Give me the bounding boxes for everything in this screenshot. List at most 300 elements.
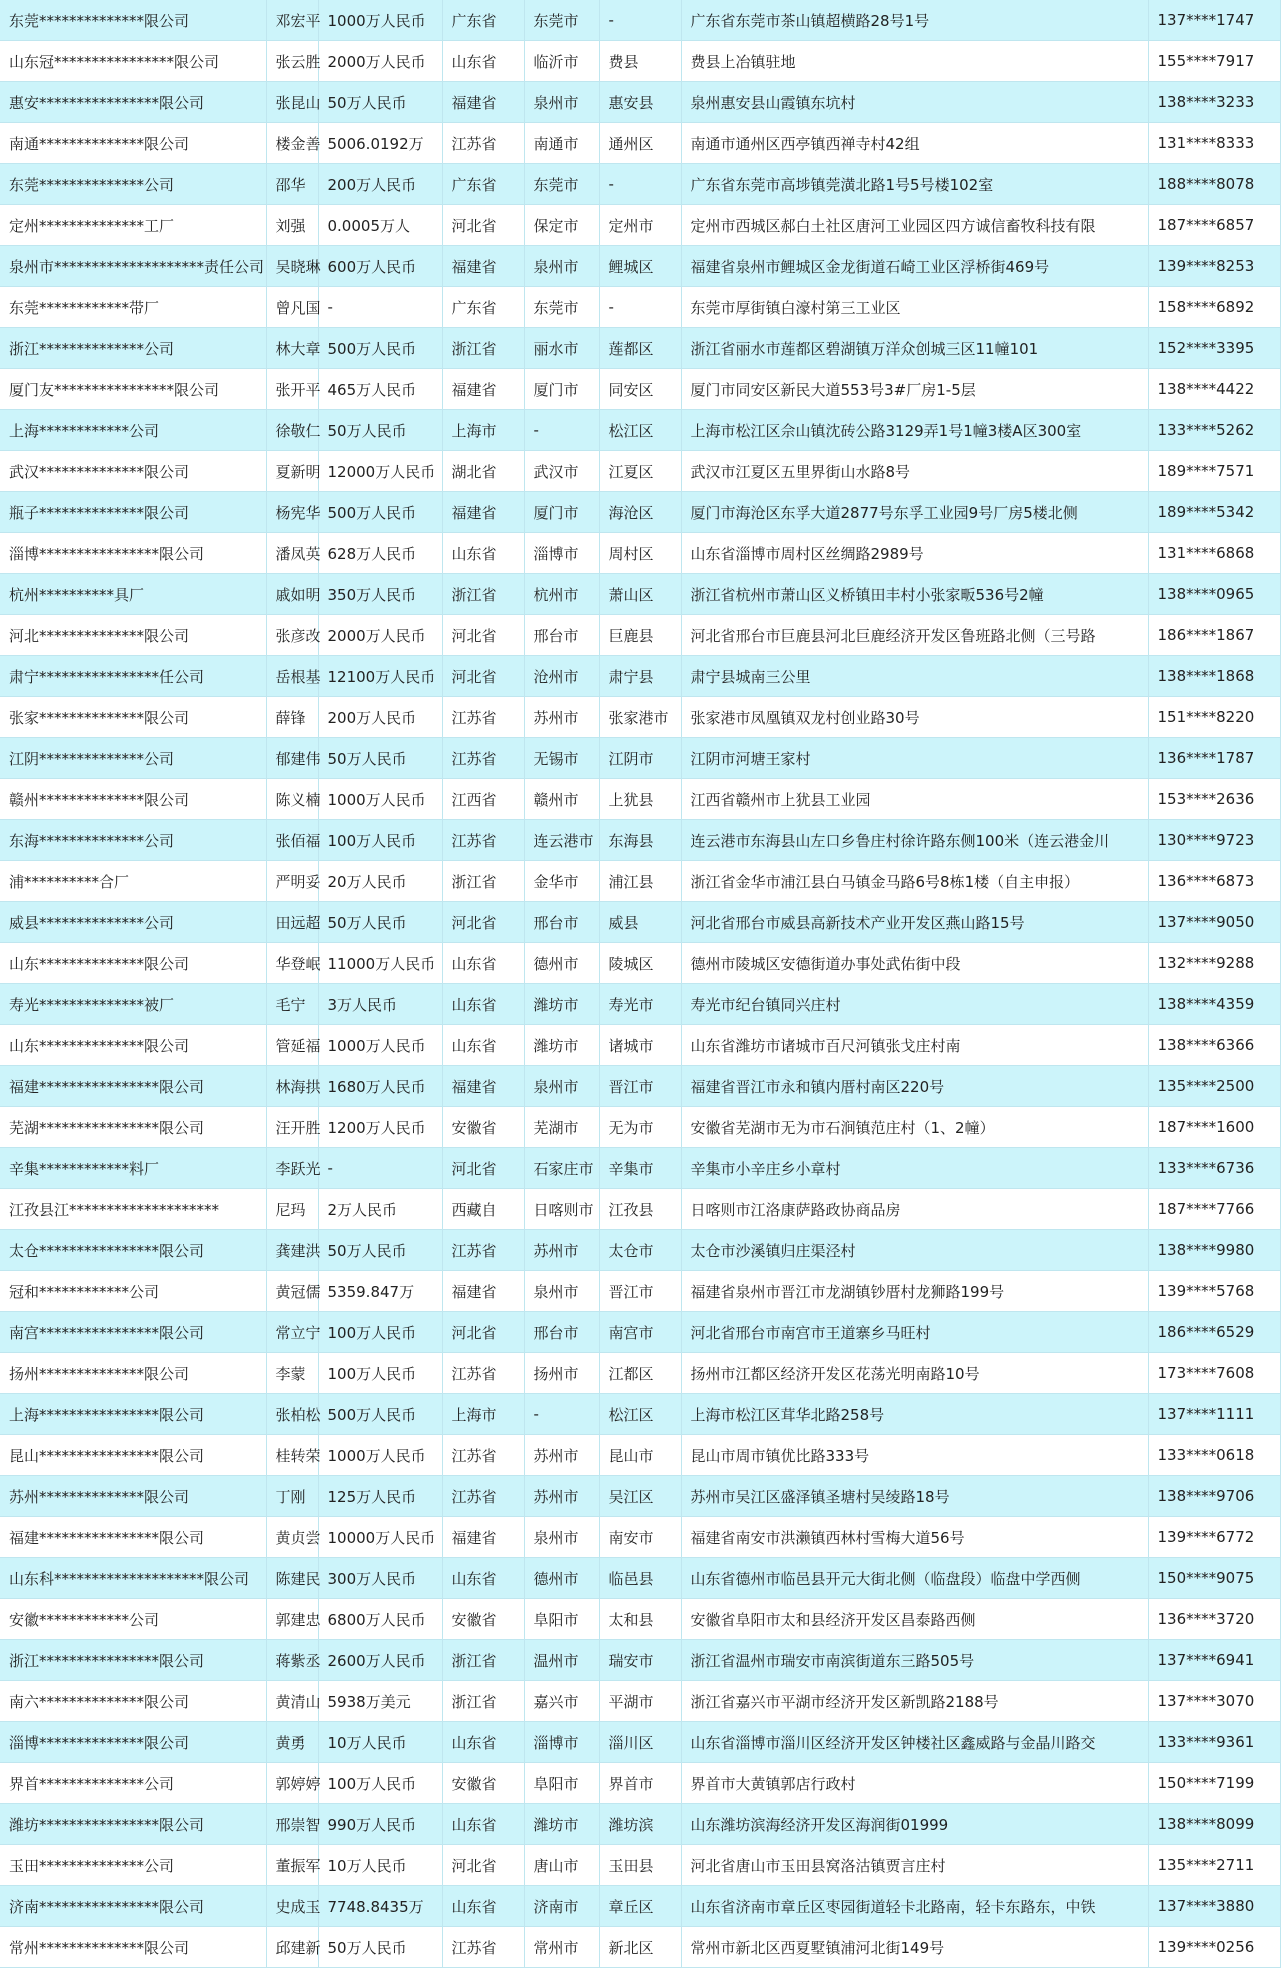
- city-cell: 芜湖市: [524, 1107, 599, 1148]
- company-cell: 惠安****************限公司: [0, 82, 266, 123]
- capital-cell: 11000万人民币: [318, 943, 442, 984]
- province-cell: 福建省: [442, 1271, 524, 1312]
- legal-rep-cell: 严明妥: [266, 861, 318, 902]
- legal-rep-cell: 邵华: [266, 164, 318, 205]
- city-cell: 沧州市: [524, 656, 599, 697]
- phone-cell: 136****1787: [1148, 738, 1280, 779]
- table-row: [0, 984, 1280, 1025]
- capital-cell: 1680万人民币: [318, 1066, 442, 1107]
- table-row: [0, 656, 1280, 697]
- address-cell: 浙江省杭州市萧山区义桥镇田丰村小张家畈536号2幢: [681, 574, 1148, 615]
- district-cell: 新北区: [599, 1927, 681, 1968]
- table-row: [0, 533, 1280, 574]
- legal-rep-cell: 丁刚: [266, 1476, 318, 1517]
- legal-rep-cell: 夏新明: [266, 451, 318, 492]
- capital-cell: 6800万人民币: [318, 1599, 442, 1640]
- province-cell: 江苏省: [442, 1435, 524, 1476]
- legal-rep-cell: 郭婷婷: [266, 1763, 318, 1804]
- capital-cell: 500万人民币: [318, 328, 442, 369]
- legal-rep-cell: 张开平: [266, 369, 318, 410]
- legal-rep-cell: 楼金善: [266, 123, 318, 164]
- capital-cell: 600万人民币: [318, 246, 442, 287]
- phone-cell: 133****0618: [1148, 1435, 1280, 1476]
- capital-cell: 628万人民币: [318, 533, 442, 574]
- capital-cell: 50万人民币: [318, 410, 442, 451]
- capital-cell: 3万人民币: [318, 984, 442, 1025]
- table-row: [0, 1230, 1280, 1271]
- city-cell: 济南市: [524, 1886, 599, 1927]
- district-cell: 同安区: [599, 369, 681, 410]
- district-cell: 张家港市: [599, 697, 681, 738]
- district-cell: 瑞安市: [599, 1640, 681, 1681]
- legal-rep-cell: 田远超: [266, 902, 318, 943]
- district-cell: 太仓市: [599, 1230, 681, 1271]
- legal-rep-cell: 邢崇智: [266, 1804, 318, 1845]
- table-row: [0, 1558, 1280, 1599]
- company-cell: 泉州市********************责任公司: [0, 246, 266, 287]
- district-cell: 巨鹿县: [599, 615, 681, 656]
- company-cell: 芜湖****************限公司: [0, 1107, 266, 1148]
- table-row: [0, 1927, 1280, 1968]
- city-cell: 保定市: [524, 205, 599, 246]
- province-cell: 福建省: [442, 82, 524, 123]
- city-cell: 常州市: [524, 1927, 599, 1968]
- legal-rep-cell: 郁建伟: [266, 738, 318, 779]
- table-row: [0, 1845, 1280, 1886]
- capital-cell: -: [318, 1148, 442, 1189]
- phone-cell: 136****6873: [1148, 861, 1280, 902]
- province-cell: 河北省: [442, 1845, 524, 1886]
- phone-cell: 135****2711: [1148, 1845, 1280, 1886]
- company-cell: 扬州**************限公司: [0, 1353, 266, 1394]
- capital-cell: 50万人民币: [318, 1927, 442, 1968]
- city-cell: 泉州市: [524, 82, 599, 123]
- phone-cell: 155****7917: [1148, 41, 1280, 82]
- capital-cell: 300万人民币: [318, 1558, 442, 1599]
- district-cell: 费县: [599, 41, 681, 82]
- company-cell: 淄博****************限公司: [0, 533, 266, 574]
- table-row: [0, 1599, 1280, 1640]
- table-row: [0, 1804, 1280, 1845]
- city-cell: 石家庄市: [524, 1148, 599, 1189]
- company-cell: 肃宁****************任公司: [0, 656, 266, 697]
- capital-cell: 10万人民币: [318, 1722, 442, 1763]
- legal-rep-cell: 李蒙: [266, 1353, 318, 1394]
- address-cell: 上海市松江区茸华北路258号: [681, 1394, 1148, 1435]
- legal-rep-cell: 管延福: [266, 1025, 318, 1066]
- address-cell: 上海市松江区佘山镇沈砖公路3129弄1号1幢3楼A区300室: [681, 410, 1148, 451]
- address-cell: 厦门市海沧区东孚大道2877号东孚工业园9号厂房5楼北侧: [681, 492, 1148, 533]
- province-cell: 上海市: [442, 1394, 524, 1435]
- company-cell: 河北**************限公司: [0, 615, 266, 656]
- table-row: [0, 123, 1280, 164]
- table-row: [0, 246, 1280, 287]
- phone-cell: 137****6941: [1148, 1640, 1280, 1681]
- phone-cell: 138****4359: [1148, 984, 1280, 1025]
- district-cell: 章丘区: [599, 1886, 681, 1927]
- city-cell: 武汉市: [524, 451, 599, 492]
- province-cell: 江苏省: [442, 1476, 524, 1517]
- table-row: [0, 410, 1280, 451]
- city-cell: 淄博市: [524, 533, 599, 574]
- province-cell: 山东省: [442, 1558, 524, 1599]
- table-row: [0, 1271, 1280, 1312]
- capital-cell: 1000万人民币: [318, 1025, 442, 1066]
- city-cell: 泉州市: [524, 1271, 599, 1312]
- address-cell: 浙江省温州市瑞安市南滨街道东三路505号: [681, 1640, 1148, 1681]
- legal-rep-cell: 张佰福: [266, 820, 318, 861]
- district-cell: 海沧区: [599, 492, 681, 533]
- capital-cell: 2000万人民币: [318, 615, 442, 656]
- company-cell: 定州**************工厂: [0, 205, 266, 246]
- capital-cell: 125万人民币: [318, 1476, 442, 1517]
- legal-rep-cell: 常立宁: [266, 1312, 318, 1353]
- phone-cell: 138****6366: [1148, 1025, 1280, 1066]
- phone-cell: 187****6857: [1148, 205, 1280, 246]
- province-cell: 江西省: [442, 779, 524, 820]
- phone-cell: 137****3880: [1148, 1886, 1280, 1927]
- phone-cell: 132****9288: [1148, 943, 1280, 984]
- district-cell: 寿光市: [599, 984, 681, 1025]
- company-cell: 张家**************限公司: [0, 697, 266, 738]
- company-cell: 苏州**************限公司: [0, 1476, 266, 1517]
- city-cell: 德州市: [524, 1558, 599, 1599]
- province-cell: 福建省: [442, 492, 524, 533]
- city-cell: 东莞市: [524, 287, 599, 328]
- city-cell: 泉州市: [524, 1066, 599, 1107]
- company-cell: 辛集************料厂: [0, 1148, 266, 1189]
- table-row: [0, 1435, 1280, 1476]
- capital-cell: 100万人民币: [318, 1312, 442, 1353]
- district-cell: 鲤城区: [599, 246, 681, 287]
- province-cell: 浙江省: [442, 328, 524, 369]
- phone-cell: 187****7766: [1148, 1189, 1280, 1230]
- phone-cell: 150****7199: [1148, 1763, 1280, 1804]
- phone-cell: 138****3233: [1148, 82, 1280, 123]
- table-row: [0, 82, 1280, 123]
- table-row: [0, 1066, 1280, 1107]
- address-cell: 常州市新北区西夏墅镇浦河北街149号: [681, 1927, 1148, 1968]
- district-cell: 晋江市: [599, 1271, 681, 1312]
- address-cell: 日喀则市江洛康萨路政协商品房: [681, 1189, 1148, 1230]
- district-cell: 无为市: [599, 1107, 681, 1148]
- district-cell: 定州市: [599, 205, 681, 246]
- capital-cell: 500万人民币: [318, 1394, 442, 1435]
- address-cell: 山东省德州市临邑县开元大街北侧（临盘段）临盘中学西侧: [681, 1558, 1148, 1599]
- company-cell: 东莞**************公司: [0, 164, 266, 205]
- company-cell: 武汉**************限公司: [0, 451, 266, 492]
- province-cell: 浙江省: [442, 1681, 524, 1722]
- legal-rep-cell: 李跃光: [266, 1148, 318, 1189]
- city-cell: 嘉兴市: [524, 1681, 599, 1722]
- company-cell: 界首**************公司: [0, 1763, 266, 1804]
- legal-rep-cell: 董振军: [266, 1845, 318, 1886]
- province-cell: 山东省: [442, 1025, 524, 1066]
- table-row: [0, 820, 1280, 861]
- province-cell: 安徽省: [442, 1763, 524, 1804]
- table-row: [0, 328, 1280, 369]
- district-cell: 江夏区: [599, 451, 681, 492]
- legal-rep-cell: 郭建忠: [266, 1599, 318, 1640]
- phone-cell: 189****7571: [1148, 451, 1280, 492]
- company-cell: 瓶子**************限公司: [0, 492, 266, 533]
- legal-rep-cell: 陈建民: [266, 1558, 318, 1599]
- district-cell: -: [599, 287, 681, 328]
- district-cell: 江孜县: [599, 1189, 681, 1230]
- capital-cell: 200万人民币: [318, 164, 442, 205]
- phone-cell: 186****6529: [1148, 1312, 1280, 1353]
- city-cell: 临沂市: [524, 41, 599, 82]
- city-cell: 邢台市: [524, 615, 599, 656]
- phone-cell: 139****8253: [1148, 246, 1280, 287]
- phone-cell: 187****1600: [1148, 1107, 1280, 1148]
- city-cell: 潍坊市: [524, 1025, 599, 1066]
- city-cell: 金华市: [524, 861, 599, 902]
- province-cell: 河北省: [442, 902, 524, 943]
- province-cell: 河北省: [442, 1312, 524, 1353]
- city-cell: 苏州市: [524, 1476, 599, 1517]
- table-row: [0, 1763, 1280, 1804]
- company-cell: 寿光**************被厂: [0, 984, 266, 1025]
- address-cell: 河北省邢台市威县高新技术产业开发区燕山路15号: [681, 902, 1148, 943]
- district-cell: 界首市: [599, 1763, 681, 1804]
- address-cell: 德州市陵城区安德街道办事处武佑街中段: [681, 943, 1148, 984]
- province-cell: 山东省: [442, 1804, 524, 1845]
- capital-cell: 0.0005万人: [318, 205, 442, 246]
- district-cell: 江阴市: [599, 738, 681, 779]
- province-cell: 湖北省: [442, 451, 524, 492]
- capital-cell: 100万人民币: [318, 1353, 442, 1394]
- company-cell: 南六**************限公司: [0, 1681, 266, 1722]
- table-row: [0, 287, 1280, 328]
- phone-cell: 138****4422: [1148, 369, 1280, 410]
- district-cell: 周村区: [599, 533, 681, 574]
- company-cell: 江孜县江********************: [0, 1189, 266, 1230]
- address-cell: 广东省东莞市茶山镇超横路28号1号: [681, 0, 1148, 41]
- province-cell: 河北省: [442, 656, 524, 697]
- table-row: [0, 492, 1280, 533]
- province-cell: 福建省: [442, 369, 524, 410]
- phone-cell: 138****9706: [1148, 1476, 1280, 1517]
- address-cell: 浙江省嘉兴市平湖市经济开发区新凯路2188号: [681, 1681, 1148, 1722]
- phone-cell: 136****3720: [1148, 1599, 1280, 1640]
- company-cell: 山东冠****************限公司: [0, 41, 266, 82]
- address-cell: 辛集市小辛庄乡小章村: [681, 1148, 1148, 1189]
- district-cell: 萧山区: [599, 574, 681, 615]
- city-cell: 邢台市: [524, 1312, 599, 1353]
- city-cell: 泉州市: [524, 1517, 599, 1558]
- province-cell: 河北省: [442, 1148, 524, 1189]
- district-cell: 诸城市: [599, 1025, 681, 1066]
- company-cell: 淄博**************限公司: [0, 1722, 266, 1763]
- capital-cell: 1200万人民币: [318, 1107, 442, 1148]
- phone-cell: 137****9050: [1148, 902, 1280, 943]
- company-cell: 东莞************带厂: [0, 287, 266, 328]
- district-cell: 松江区: [599, 1394, 681, 1435]
- phone-cell: 139****6772: [1148, 1517, 1280, 1558]
- company-cell: 浙江****************限公司: [0, 1640, 266, 1681]
- table-row: [0, 943, 1280, 984]
- city-cell: 日喀则市: [524, 1189, 599, 1230]
- district-cell: 南安市: [599, 1517, 681, 1558]
- province-cell: 江苏省: [442, 1230, 524, 1271]
- company-cell: 赣州**************限公司: [0, 779, 266, 820]
- address-cell: 昆山市周市镇优比路333号: [681, 1435, 1148, 1476]
- company-cell: 浦**********合厂: [0, 861, 266, 902]
- address-cell: 定州市西城区郝白土社区唐河工业园区四方诚信畜牧科技有限: [681, 205, 1148, 246]
- phone-cell: 130****9723: [1148, 820, 1280, 861]
- company-cell: 潍坊****************限公司: [0, 1804, 266, 1845]
- city-cell: 无锡市: [524, 738, 599, 779]
- district-cell: 吴江区: [599, 1476, 681, 1517]
- phone-cell: 133****9361: [1148, 1722, 1280, 1763]
- address-cell: 福建省晋江市永和镇内厝村南区220号: [681, 1066, 1148, 1107]
- capital-cell: 12000万人民币: [318, 451, 442, 492]
- capital-cell: 10万人民币: [318, 1845, 442, 1886]
- legal-rep-cell: 桂转荣: [266, 1435, 318, 1476]
- address-cell: 张家港市凤凰镇双龙村创业路30号: [681, 697, 1148, 738]
- company-cell: 玉田**************公司: [0, 1845, 266, 1886]
- province-cell: 西藏自: [442, 1189, 524, 1230]
- capital-cell: 5938万美元: [318, 1681, 442, 1722]
- province-cell: 浙江省: [442, 1640, 524, 1681]
- legal-rep-cell: 张云胜: [266, 41, 318, 82]
- phone-cell: 133****6736: [1148, 1148, 1280, 1189]
- address-cell: 河北省唐山市玉田县窝洛沽镇贾言庄村: [681, 1845, 1148, 1886]
- phone-cell: 158****6892: [1148, 287, 1280, 328]
- phone-cell: 173****7608: [1148, 1353, 1280, 1394]
- legal-rep-cell: 岳根基: [266, 656, 318, 697]
- province-cell: 上海市: [442, 410, 524, 451]
- capital-cell: 5359.847万: [318, 1271, 442, 1312]
- address-cell: 浙江省丽水市莲都区碧湖镇万洋众创城三区11幢101: [681, 328, 1148, 369]
- district-cell: 陵城区: [599, 943, 681, 984]
- legal-rep-cell: 张昆山: [266, 82, 318, 123]
- capital-cell: 50万人民币: [318, 738, 442, 779]
- province-cell: 浙江省: [442, 861, 524, 902]
- city-cell: 温州市: [524, 1640, 599, 1681]
- capital-cell: 1000万人民币: [318, 1435, 442, 1476]
- company-cell: 山东**************限公司: [0, 943, 266, 984]
- city-cell: 东莞市: [524, 0, 599, 41]
- province-cell: 福建省: [442, 246, 524, 287]
- capital-cell: 2000万人民币: [318, 41, 442, 82]
- capital-cell: 50万人民币: [318, 82, 442, 123]
- table-row: [0, 1886, 1280, 1927]
- company-cell: 江阴**************公司: [0, 738, 266, 779]
- city-cell: 厦门市: [524, 492, 599, 533]
- company-cell: 山东**************限公司: [0, 1025, 266, 1066]
- city-cell: 东莞市: [524, 164, 599, 205]
- capital-cell: 100万人民币: [318, 820, 442, 861]
- city-cell: -: [524, 410, 599, 451]
- capital-cell: 10000万人民币: [318, 1517, 442, 1558]
- address-cell: 广东省东莞市高埗镇莞潢北路1号5号楼102室: [681, 164, 1148, 205]
- legal-rep-cell: 戚如明: [266, 574, 318, 615]
- company-cell: 昆山****************限公司: [0, 1435, 266, 1476]
- address-cell: 安徽省芜湖市无为市石涧镇范庄村（1、2幢）: [681, 1107, 1148, 1148]
- capital-cell: 7748.8435万: [318, 1886, 442, 1927]
- address-cell: 山东省潍坊市诸城市百尺河镇张戈庄村南: [681, 1025, 1148, 1066]
- company-cell: 浙江**************公司: [0, 328, 266, 369]
- address-cell: 福建省泉州市鲤城区金龙街道石崎工业区浮桥街469号: [681, 246, 1148, 287]
- district-cell: 平湖市: [599, 1681, 681, 1722]
- capital-cell: 100万人民币: [318, 1763, 442, 1804]
- capital-cell: 465万人民币: [318, 369, 442, 410]
- city-cell: 丽水市: [524, 328, 599, 369]
- city-cell: 唐山市: [524, 1845, 599, 1886]
- province-cell: 江苏省: [442, 1927, 524, 1968]
- company-cell: 安徽************公司: [0, 1599, 266, 1640]
- province-cell: 河北省: [442, 205, 524, 246]
- table-row: [0, 697, 1280, 738]
- table-row: [0, 205, 1280, 246]
- province-cell: 福建省: [442, 1066, 524, 1107]
- legal-rep-cell: 毛宁: [266, 984, 318, 1025]
- capital-cell: 20万人民币: [318, 861, 442, 902]
- address-cell: 东莞市厚街镇白濠村第三工业区: [681, 287, 1148, 328]
- province-cell: 江苏省: [442, 697, 524, 738]
- table-row: [0, 369, 1280, 410]
- province-cell: 广东省: [442, 0, 524, 41]
- district-cell: -: [599, 164, 681, 205]
- table-row: [0, 861, 1280, 902]
- legal-rep-cell: 张柏松: [266, 1394, 318, 1435]
- capital-cell: 1000万人民币: [318, 0, 442, 41]
- capital-cell: 200万人民币: [318, 697, 442, 738]
- table-row: [0, 1722, 1280, 1763]
- phone-cell: 153****2636: [1148, 779, 1280, 820]
- address-cell: 扬州市江都区经济开发区花荡光明南路10号: [681, 1353, 1148, 1394]
- table-row: [0, 1189, 1280, 1230]
- phone-cell: 186****1867: [1148, 615, 1280, 656]
- legal-rep-cell: 曾凡国: [266, 287, 318, 328]
- legal-rep-cell: 徐敬仁: [266, 410, 318, 451]
- legal-rep-cell: 邓宏平: [266, 0, 318, 41]
- legal-rep-cell: 蒋紫丞: [266, 1640, 318, 1681]
- company-cell: 上海************公司: [0, 410, 266, 451]
- province-cell: 广东省: [442, 287, 524, 328]
- province-cell: 安徽省: [442, 1599, 524, 1640]
- legal-rep-cell: 林大章: [266, 328, 318, 369]
- company-cell: 东海**************公司: [0, 820, 266, 861]
- address-cell: 山东潍坊滨海经济开发区海润街01999: [681, 1804, 1148, 1845]
- capital-cell: 500万人民币: [318, 492, 442, 533]
- district-cell: 肃宁县: [599, 656, 681, 697]
- legal-rep-cell: 杨宪华: [266, 492, 318, 533]
- address-cell: 安徽省阜阳市太和县经济开发区昌泰路西侧: [681, 1599, 1148, 1640]
- city-cell: -: [524, 1394, 599, 1435]
- city-cell: 南通市: [524, 123, 599, 164]
- table-row: [0, 779, 1280, 820]
- table-row: [0, 451, 1280, 492]
- address-cell: 费县上冶镇驻地: [681, 41, 1148, 82]
- phone-cell: 138****1868: [1148, 656, 1280, 697]
- phone-cell: 139****0256: [1148, 1927, 1280, 1968]
- district-cell: 南宫市: [599, 1312, 681, 1353]
- capital-cell: 50万人民币: [318, 1230, 442, 1271]
- table-row: [0, 1394, 1280, 1435]
- province-cell: 江苏省: [442, 738, 524, 779]
- district-cell: 浦江县: [599, 861, 681, 902]
- city-cell: 潍坊市: [524, 1804, 599, 1845]
- phone-cell: 138****8099: [1148, 1804, 1280, 1845]
- district-cell: 玉田县: [599, 1845, 681, 1886]
- address-cell: 江西省赣州市上犹县工业园: [681, 779, 1148, 820]
- capital-cell: 2600万人民币: [318, 1640, 442, 1681]
- address-cell: 山东省淄博市周村区丝绸路2989号: [681, 533, 1148, 574]
- address-cell: 苏州市吴江区盛泽镇圣塘村吴绫路18号: [681, 1476, 1148, 1517]
